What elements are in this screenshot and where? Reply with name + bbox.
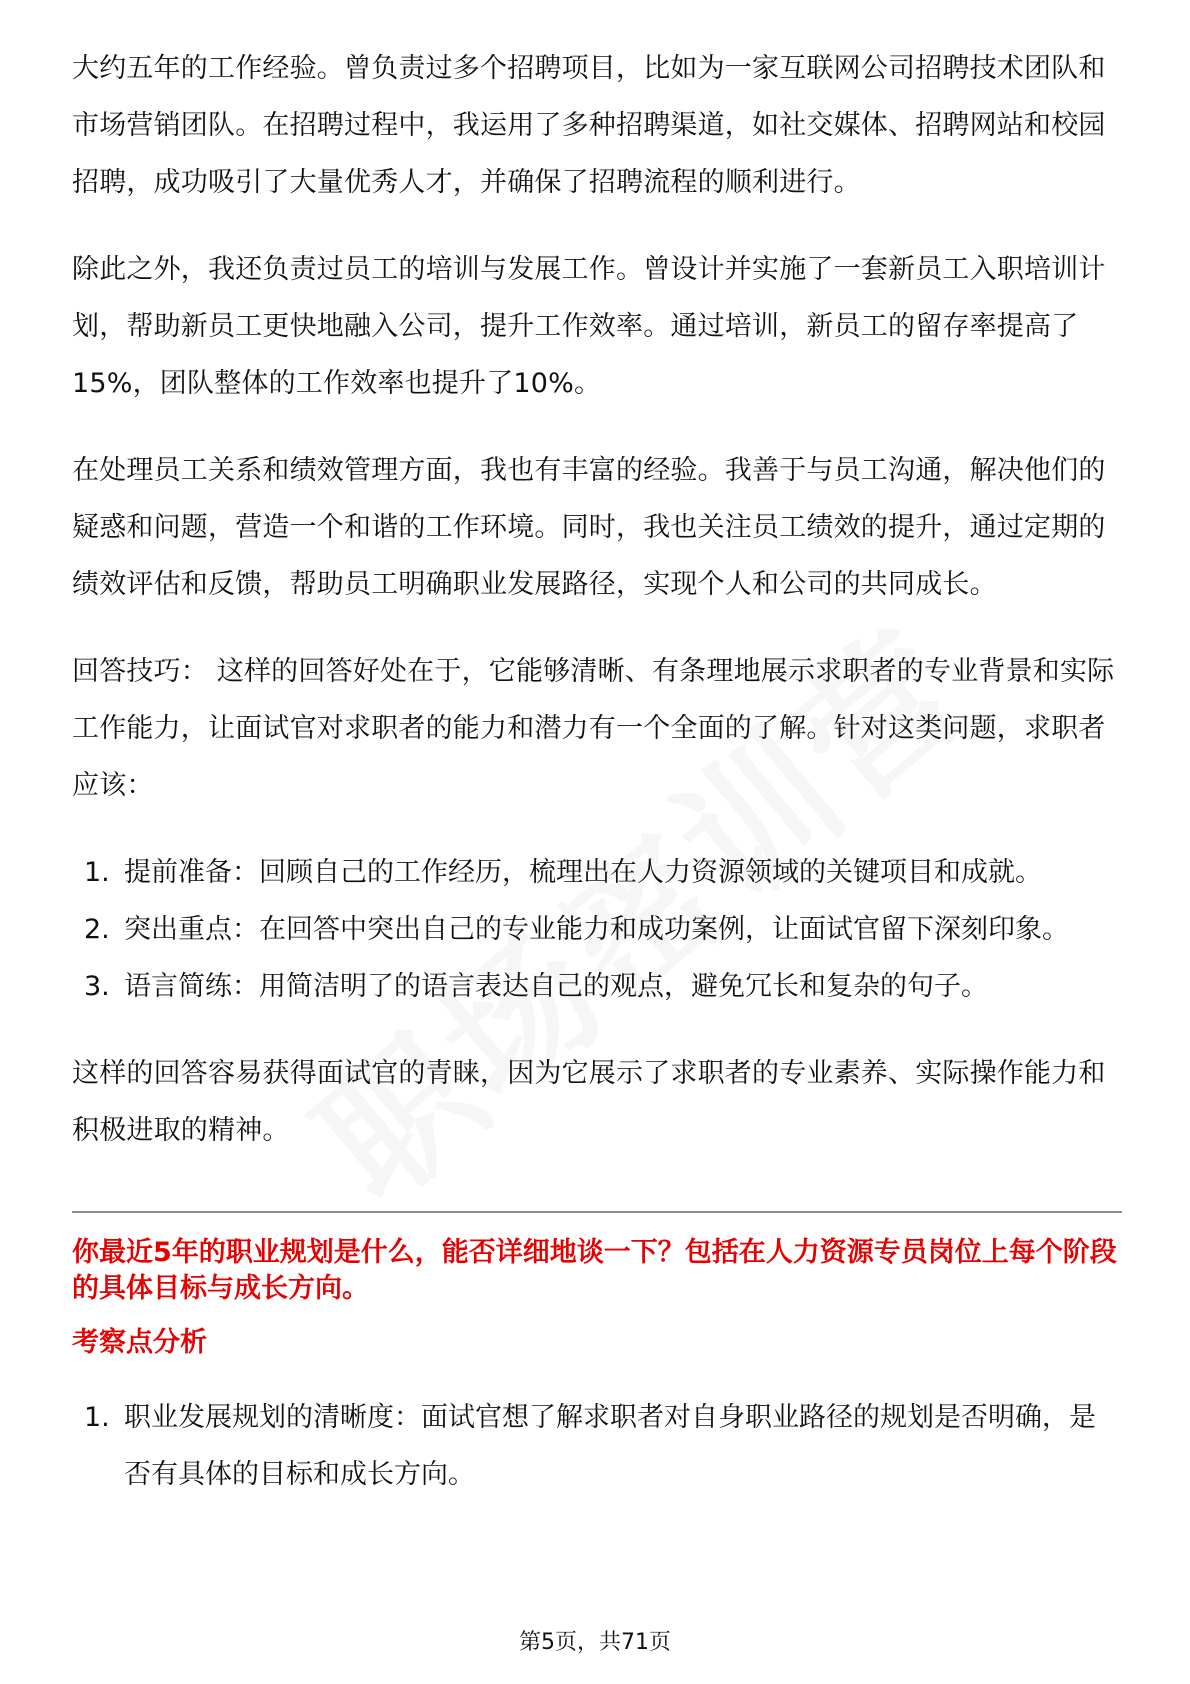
list-item: [72, 901, 1122, 958]
list-number: 1.: [84, 1402, 110, 1433]
list-item: [72, 958, 1122, 1015]
section-divider: [72, 1211, 1122, 1213]
section-title: 考察点分析: [72, 1327, 207, 1358]
paragraph-relations: 在处理员工关系和绩效管理方面，我也有丰富的经验。我善于与员工沟通，解决他们的疑惑和问题，营造一个和谐的工作环境。同时，我也关注员工绩效的提升，通过定期的绩效评估和反馈，帮助员工明确职业发展路径，实现个人和公司的共同成长。: [72, 455, 1106, 600]
paragraph-training: 除此之外，我还负责过员工的培训与发展工作。曾设计并实施了一套新员工入职培训计划，帮助新员工更快地融入公司，提升工作效率。通过培训，新员工的留存率提高了15%，团队整体的工作效率也提升了10%。: [72, 254, 1106, 399]
list-item-text: 职业发展规划的清晰度：面试官想了解求职者对自身职业路径的规划是否明确，是否有具体的目标和成长方向。: [124, 1402, 1096, 1490]
list-number: 1.: [84, 857, 110, 888]
list-item: [72, 1389, 1122, 1503]
list-item: [72, 844, 1122, 901]
interview-question: 你最近5年的职业规划是什么，能否详细地谈一下？包括在人力资源专员岗位上每个阶段的具体目标与成长方向。: [72, 1237, 1117, 1304]
list-item-text: 语言简练：用简洁明了的语言表达自己的观点，避免冗长和复杂的句子。: [124, 971, 988, 1002]
list-item-text: 提前准备：回顾自己的工作经历，梳理出在人力资源领域的关键项目和成就。: [124, 857, 1042, 888]
paragraph-answer-tips: 回答技巧： 这样的回答好处在于，它能够清晰、有条理地展示求职者的专业背景和实际工作能力，让面试官对求职者的能力和潜力有一个全面的了解。针对这类问题，求职者应该：: [72, 656, 1115, 801]
tips-list: [72, 844, 1122, 1015]
analysis-list: [72, 1389, 1122, 1503]
document-content: [72, 40, 1122, 1533]
list-number: 2.: [84, 914, 110, 945]
list-item-text: 突出重点：在回答中突出自己的专业能力和成功案例，让面试官留下深刻印象。: [124, 914, 1069, 945]
list-number: 3.: [84, 971, 110, 1002]
paragraph-conclusion: 这样的回答容易获得面试官的青睐，因为它展示了求职者的专业素养、实际操作能力和积极进取的精神。: [72, 1058, 1106, 1146]
paragraph-experience: 大约五年的工作经验。曾负责过多个招聘项目，比如为一家互联网公司招聘技术团队和市场营销团队。在招聘过程中，我运用了多种招聘渠道，如社交媒体、招聘网站和校园招聘，成功吸引了大量优秀人才，并确保了招聘流程的顺利进行。: [72, 53, 1106, 198]
page-footer: 第5页，共71页: [519, 1630, 671, 1655]
